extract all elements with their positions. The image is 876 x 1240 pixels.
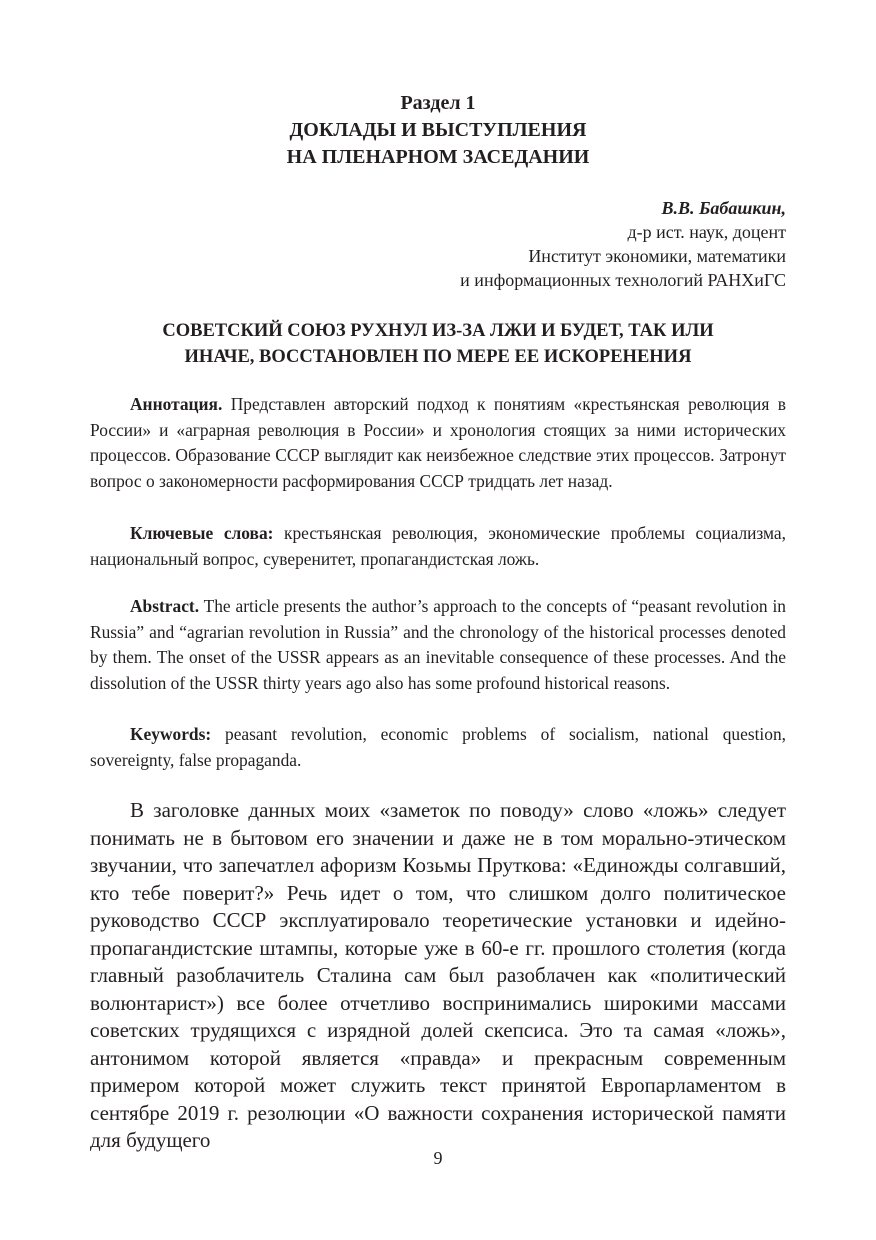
author-affiliation-line-1: Институт экономики, математики bbox=[528, 246, 786, 266]
keywords-ru-paragraph bbox=[90, 521, 786, 572]
author-affiliation-line-2: и информационных технологий РАНХиГС bbox=[460, 270, 786, 290]
section-heading bbox=[90, 90, 786, 171]
annotation-paragraph bbox=[90, 392, 786, 495]
keywords-ru-text: крестьянская революция, экономические проблемы социализма, национальный вопрос, суверенитет, пропагандистская ложь. bbox=[90, 523, 786, 569]
keywords-en-text: peasant revolution, economic problems of socialism, national question, sovereignty, false propaganda. bbox=[90, 724, 786, 770]
author-name: В.В. Бабашкин, bbox=[661, 198, 786, 218]
article-title-line-1: СОВЕТСКИЙ СОЮЗ РУХНУЛ ИЗ-ЗА ЛЖИ И БУДЕТ, ТАК ИЛИ bbox=[162, 321, 714, 341]
section-title-line-2: НА ПЛЕНАРНОМ ЗАСЕДАНИИ bbox=[286, 146, 590, 168]
article-title bbox=[90, 318, 786, 370]
abstract-text: The article presents the author’s approach to the concepts of “peasant revolution in Russia” and “agrarian revolution in Russia” and the chronology of the historical processes denoted by them. The onset of the USSR appears as an inevitable consequence of these processes. And the dissolution of the USSR thirty years ago also has some profound historical reasons. bbox=[90, 596, 786, 694]
author-block bbox=[460, 196, 786, 292]
keywords-ru-label: Ключевые слова: bbox=[130, 523, 274, 543]
article-title-line-2: ИНАЧЕ, ВОССТАНОВЛЕН ПО МЕРЕ ЕЕ ИСКОРЕНЕНИЯ bbox=[184, 347, 692, 367]
abstract-paragraph bbox=[90, 594, 786, 697]
author-degree: д-р ист. наук, доцент bbox=[627, 222, 786, 242]
keywords-en-label: Keywords: bbox=[130, 724, 212, 744]
body-paragraph-1: В заголовке данных моих «заметок по поводу» слово «ложь» следует понимать не в бытовом его значении и даже не в том морально-этическом звучании, что запечатлел афоризм Козьмы Пруткова: «Единожды солгавший, кто тебе поверит?» Речь идет о том, что слишком долго политическое руководство СССР эксплуатировало теоретические установки и идейно-пропагандистские штампы, которые уже в 60-е гг. прошлого столетия (когда главный разоблачитель Сталина сам был разоблачен как «политический волюнтарист») все более отчетливо воспринимались широкими массами советских трудящихся с изрядной долей скепсиса. Это та самая «ложь», антонимом которой является «правда» и прекрасным современным примером которой может служить текст принятой Европарламентом в сентябре 2019 г. резолюции «О важности сохранения исторической памяти для будущего bbox=[90, 798, 786, 1152]
keywords-en-paragraph bbox=[90, 722, 786, 773]
annotation-label: Аннотация. bbox=[130, 394, 223, 414]
abstract-label: Abstract. bbox=[130, 596, 200, 616]
annotation-text: Представлен авторский подход к понятиям «крестьянская революция в России» и «аграрная революция в России» и хронология стоящих за ними исторических процессов. Образование СССР выглядит как неизбежное следствие этих процессов. Затронут вопрос о закономерности расформирования СССР тридцать лет назад. bbox=[90, 394, 786, 492]
section-title-line-1: ДОКЛАДЫ И ВЫСТУПЛЕНИЯ bbox=[289, 119, 587, 141]
section-number: Раздел 1 bbox=[400, 92, 476, 114]
page-number: 9 bbox=[433, 1148, 443, 1168]
